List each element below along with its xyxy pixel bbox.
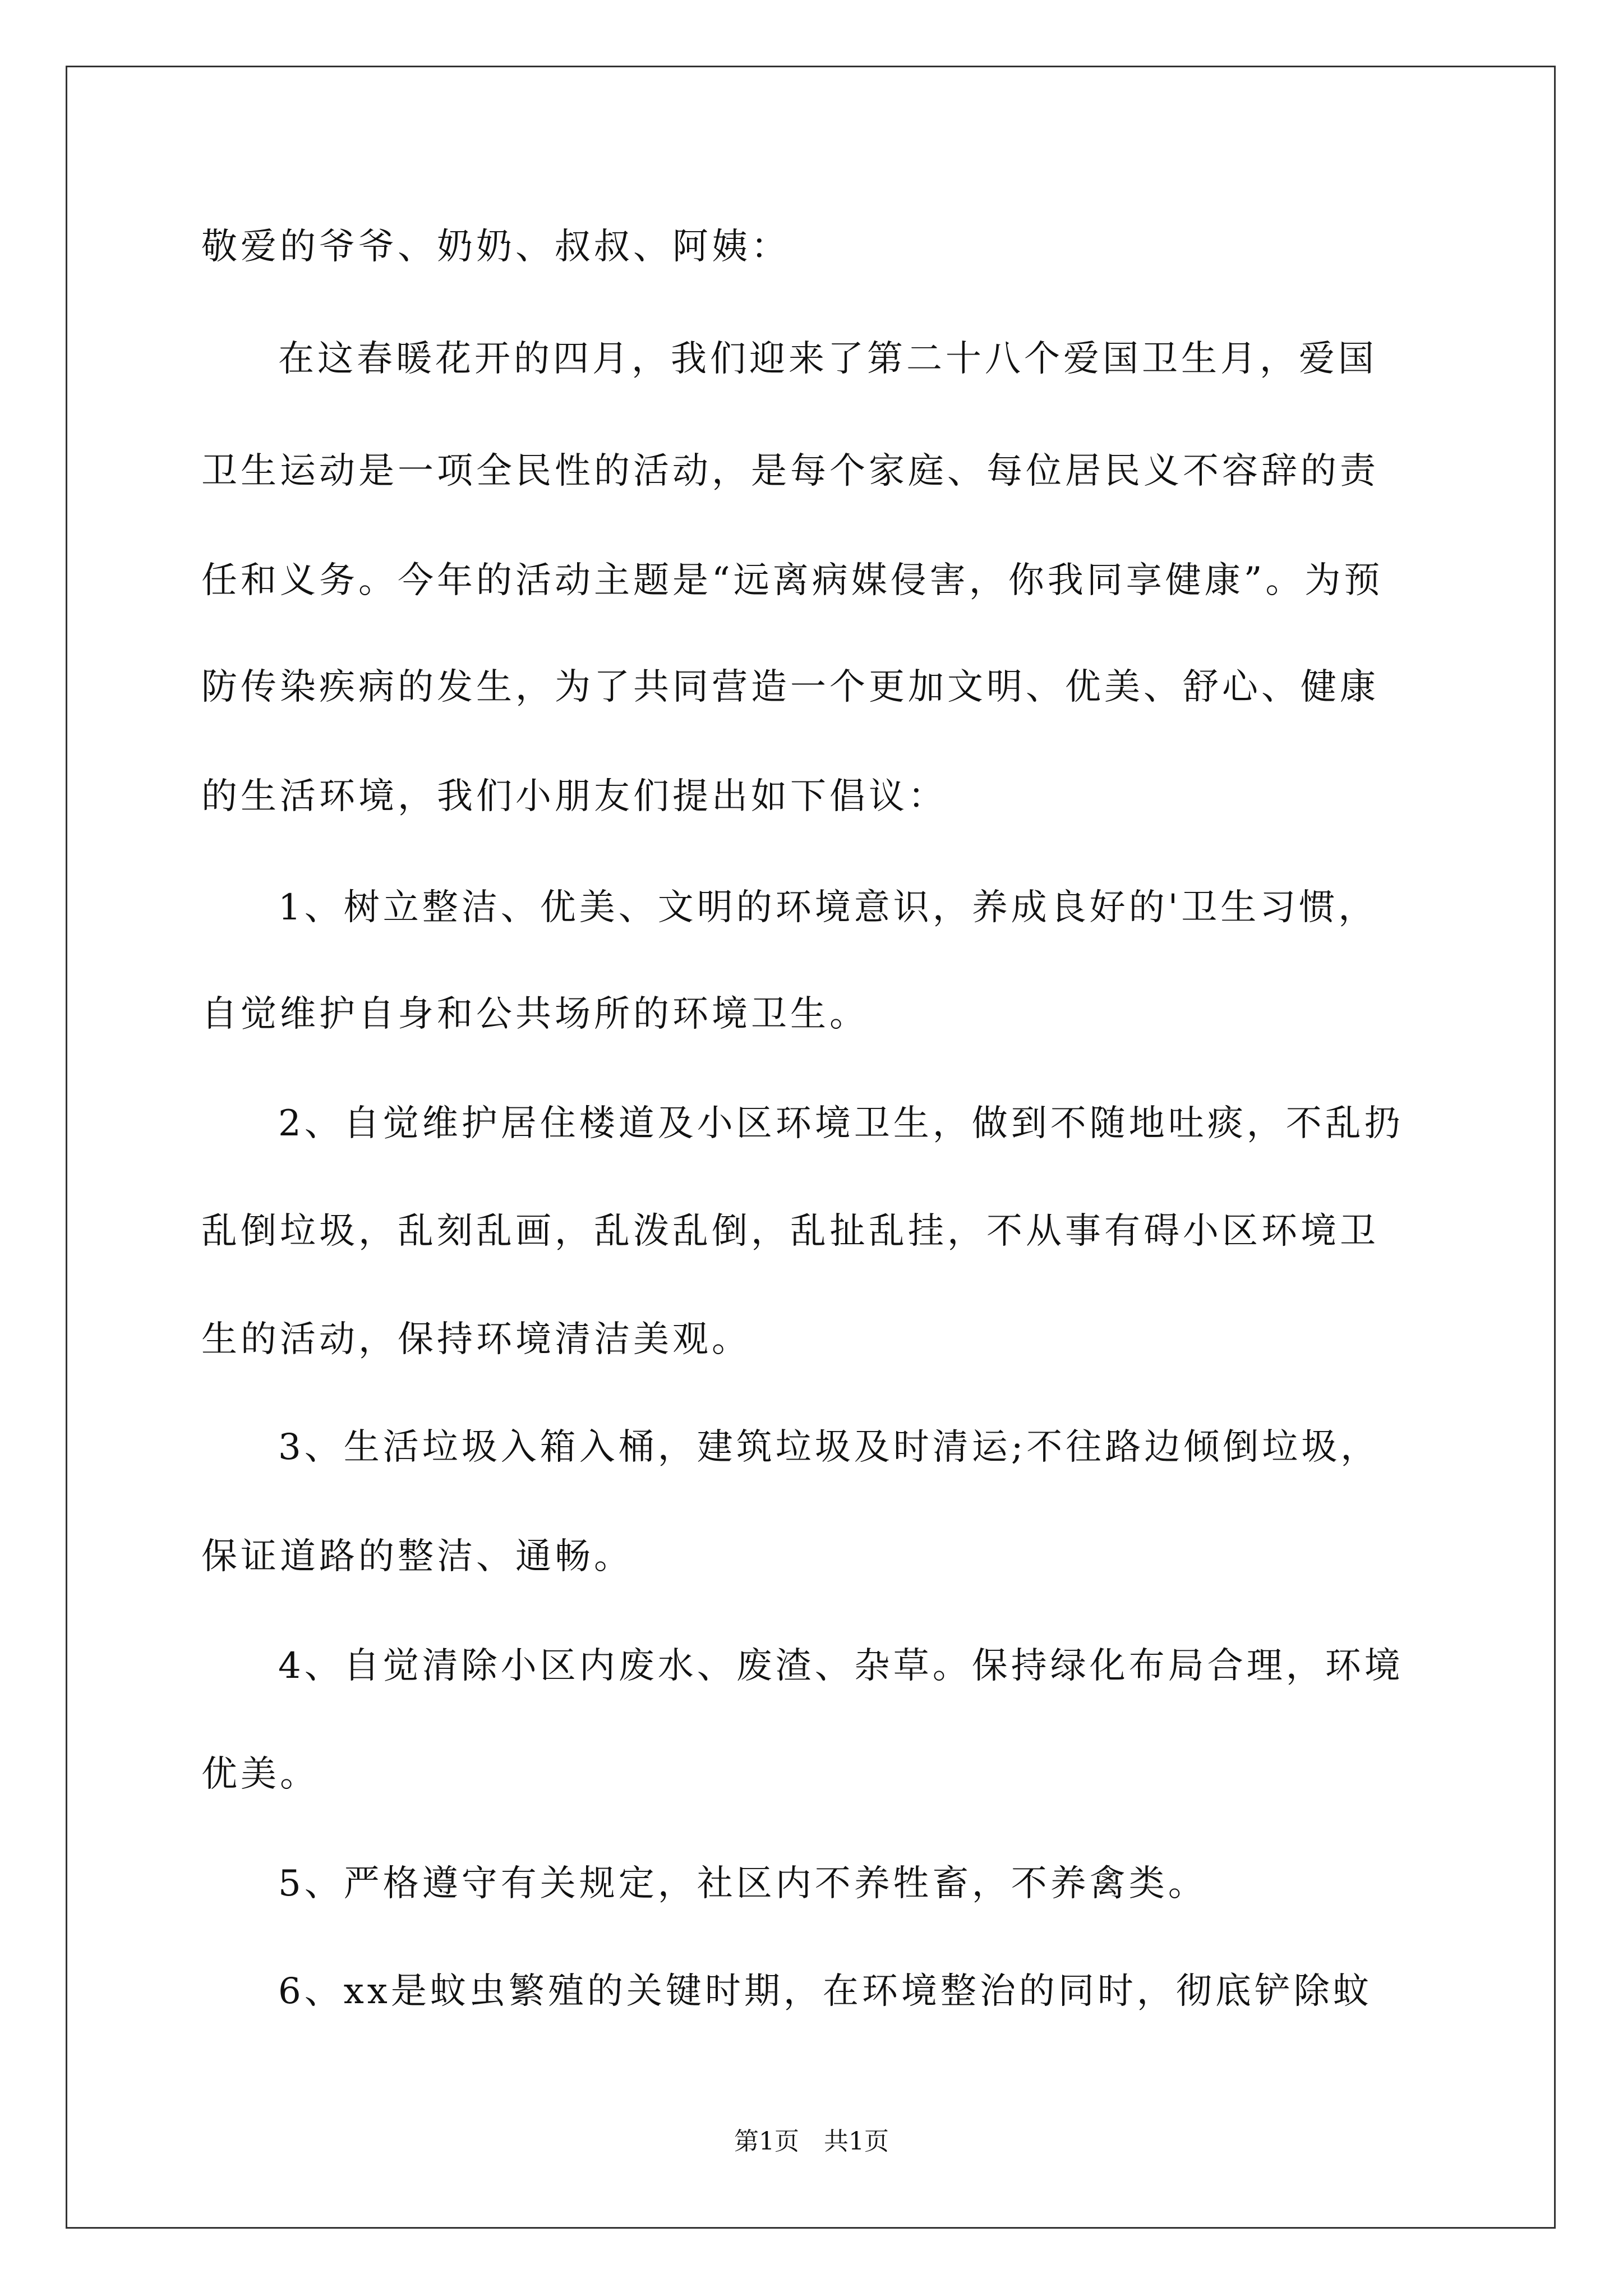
paragraph-intro-line-3: 任和义务。今年的活动主题是“远离病媒侵害，你我同享健康”。为预	[201, 560, 1384, 601]
page-number-footer: 第1页 共1页	[734, 2127, 889, 2156]
proposal-4-line-2: 优美。	[201, 1754, 319, 1795]
proposal-5-line-1: 5、严格遵守有关规定，社区内不养牲畜，不养禽类。	[278, 1863, 1207, 1904]
proposal-6-line-1: 6、xx是蚊虫繁殖的关键时期，在环境整治的同时，彻底铲除蚊	[278, 1971, 1372, 2012]
paragraph-intro-line-2: 卫生运动是一项全民性的活动，是每个家庭、每位居民义不容辞的责	[201, 450, 1379, 492]
proposal-4-line-1: 4、自觉清除小区内废水、废渣、杂草。保持绿化布局合理，环境	[278, 1645, 1404, 1687]
salutation: 敬爱的爷爷、奶奶、叔叔、阿姨：	[201, 226, 790, 268]
proposal-1-line-1: 1、树立整洁、优美、文明的环境意识，养成良好的'卫生习惯，	[278, 887, 1378, 928]
paragraph-intro-line-1: 在这春暖花开的四月，我们迎来了第二十八个爱国卫生月，爱国	[278, 338, 1377, 380]
proposal-2-line-3: 生的活动，保持环境清洁美观。	[201, 1319, 751, 1360]
proposal-3-line-1: 3、生活垃圾入箱入桶，建筑垃圾及时清运;不往路边倾倒垃圾，	[278, 1427, 1380, 1468]
paragraph-intro-line-4: 防传染疾病的发生，为了共同营造一个更加文明、优美、舒心、健康	[201, 666, 1379, 708]
proposal-3-line-2: 保证道路的整洁、通畅。	[201, 1536, 633, 1577]
proposal-2-line-2: 乱倒垃圾，乱刻乱画，乱泼乱倒，乱扯乱挂，不从事有碍小区环境卫	[201, 1211, 1379, 1252]
proposal-1-line-2: 自觉维护自身和公共场所的环境卫生。	[201, 993, 869, 1035]
proposal-2-line-1: 2、自觉维护居住楼道及小区环境卫生，做到不随地吐痰，不乱扔	[278, 1103, 1404, 1144]
paragraph-intro-line-5: 的生活环境，我们小朋友们提出如下倡议：	[201, 776, 947, 817]
